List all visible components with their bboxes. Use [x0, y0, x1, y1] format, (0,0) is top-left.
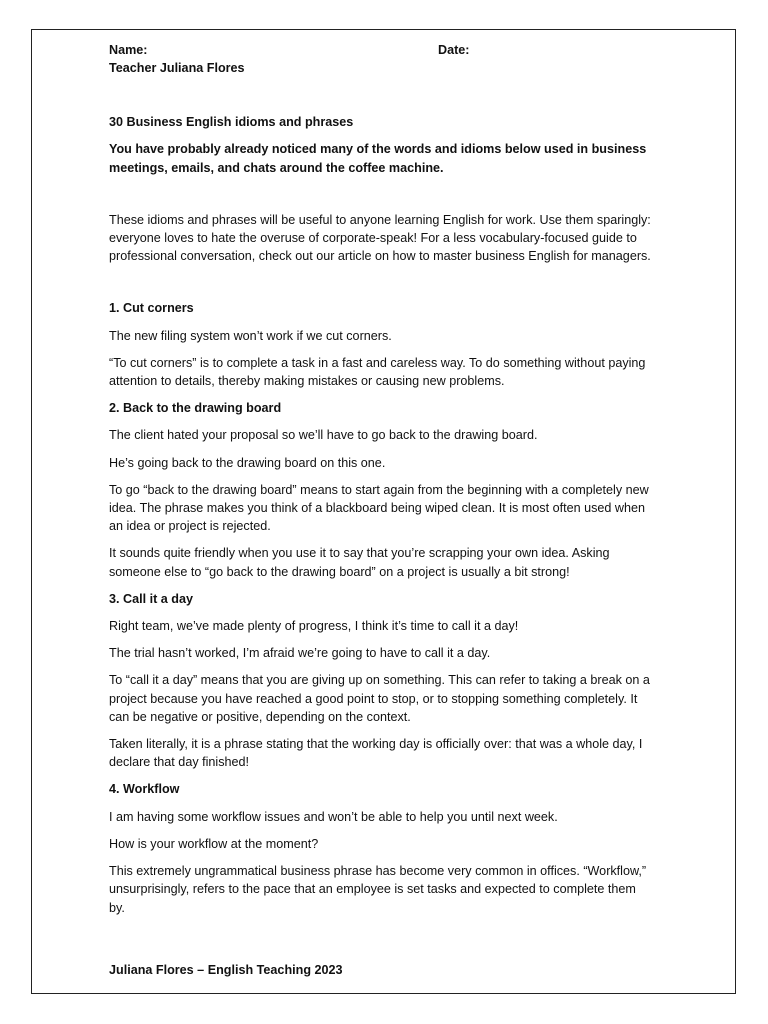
section-paragraph: He’s going back to the drawing board on this one.	[109, 455, 386, 470]
section-heading: 2. Back to the drawing board	[109, 401, 282, 416]
section-paragraph: Taken literally, it is a phrase stating that the working day is officially over: that was a whole day, I declare that day finished!	[109, 737, 643, 770]
section-paragraph: It sounds quite friendly when you use it to say that you’re scrapping your own idea. Asking someone else to “go back to the drawing board” on a project is usually a bit strong!	[109, 546, 610, 579]
page-footer: Juliana Flores – English Teaching 2023	[109, 963, 343, 977]
intro-paragraph: These idioms and phrases will be useful to anyone learning English for work. Use them sparingly: everyone loves to hate the overuse of corporate-speak! For a less vocabulary-focused guide to professional conversation, check out our article on how to master business English for managers.	[109, 212, 651, 264]
section-heading: 4. Workflow	[109, 782, 180, 797]
section-paragraph: To go “back to the drawing board” means to start again from the beginning with a completely new idea. The phrase makes you think of a blackboard being wiped clean. It is most often used when an idea or project is rejected.	[109, 482, 649, 534]
section-paragraph: This extremely ungrammatical business phrase has become very common in offices. “Workflow,” unsurprisingly, refers to the pace that an employee is set tasks and expected to complete them by.	[109, 864, 647, 915]
name-label: Name:	[109, 43, 148, 57]
document-body	[109, 41, 654, 917]
section-paragraph: How is your workflow at the moment?	[109, 836, 319, 851]
document-title: 30 Business English idioms and phrases	[109, 115, 354, 130]
section-paragraph: The client hated your proposal so we’ll have to go back to the drawing board.	[109, 428, 538, 443]
section-2	[109, 399, 654, 581]
section-4	[109, 780, 654, 916]
teacher-name: Teacher Juliana Flores	[109, 61, 245, 75]
section-paragraph: I am having some workflow issues and won’t be able to help you until next week.	[109, 809, 558, 824]
section-paragraph: The trial hasn’t worked, I’m afraid we’re going to have to call it a day.	[109, 646, 491, 661]
section-heading: 3. Call it a day	[109, 591, 193, 606]
section-heading: 1. Cut corners	[109, 301, 194, 316]
date-label: Date:	[438, 43, 470, 57]
section-3	[109, 590, 654, 772]
section-paragraph: Right team, we’ve made plenty of progress, I think it’s time to call it a day!	[109, 619, 519, 634]
intro-bold: You have probably already noticed many of the words and idioms below used in business meetings, emails, and chats around the coffee machine.	[109, 142, 647, 175]
section-1	[109, 299, 654, 390]
header-row	[109, 41, 654, 59]
section-paragraph: The new filing system won’t work if we cut corners.	[109, 328, 392, 343]
section-paragraph: “To cut corners” is to complete a task in a fast and careless way. To do something without paying attention to details, thereby making mistakes or causing new problems.	[109, 355, 646, 389]
section-paragraph: To “call it a day” means that you are giving up on something. This can refer to taking a break on a project because you have reached a good point to stop, or to stopping something completely. It can be negative or positive, depending on the context.	[109, 673, 650, 724]
